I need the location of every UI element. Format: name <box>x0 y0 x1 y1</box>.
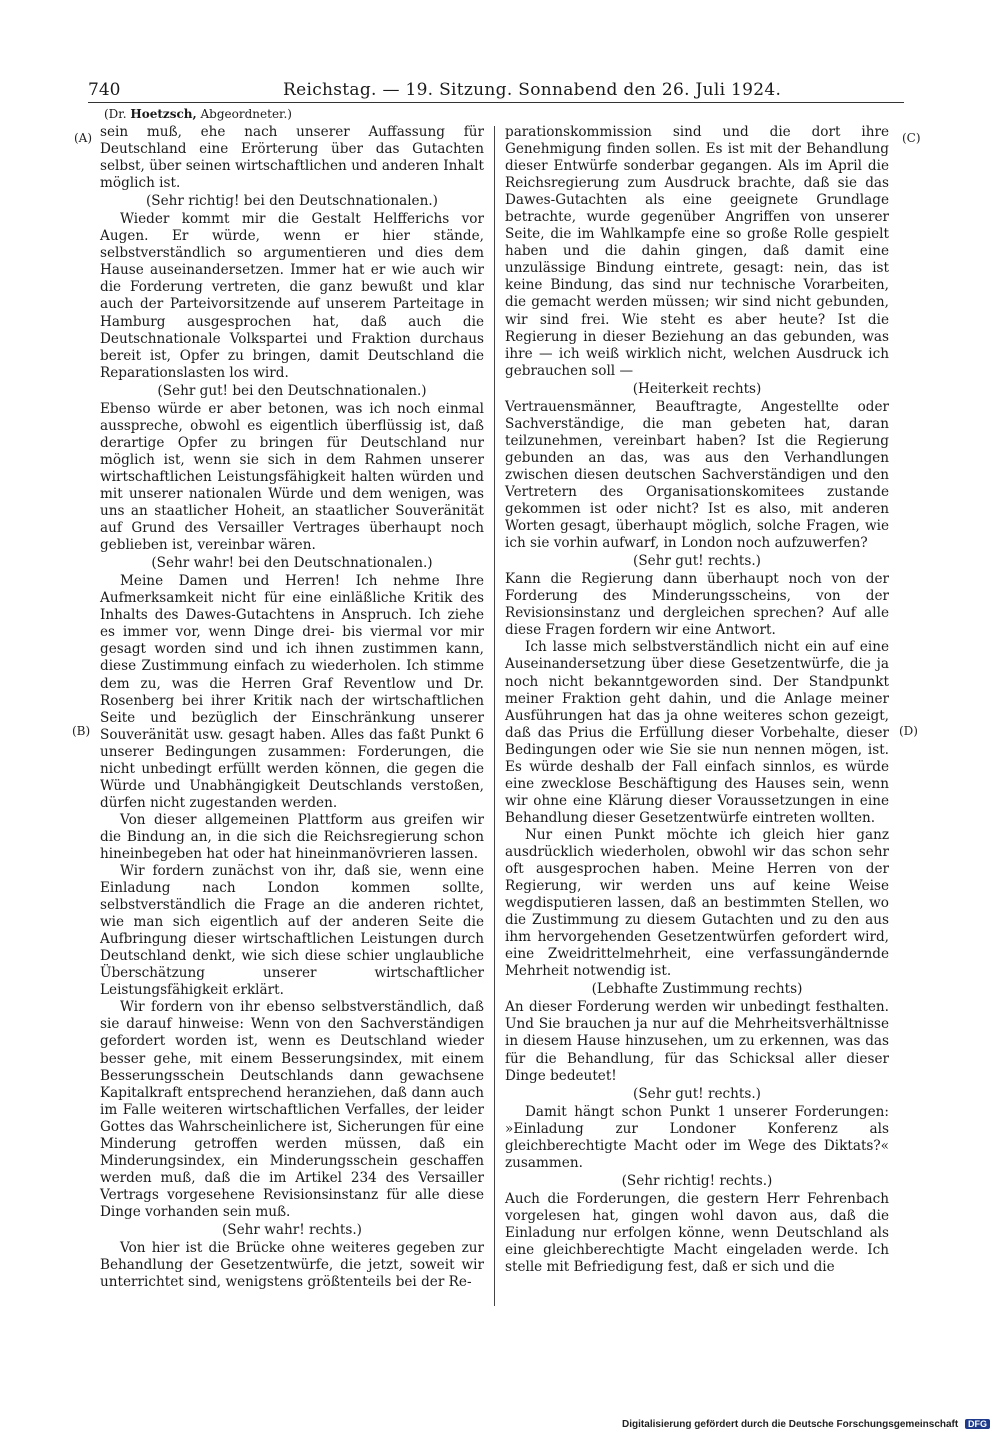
paragraph: An dieser Forderung werden wir unbedingt festhalten. Und Sie brauchen ja nur auf die Mehrheitsverhältnisse in diesem Hause hinzusehen, um zu erkennen, was das für die Behandlung, für das Schicksal aller dieser Dinge bedeutet! <box>505 999 889 1084</box>
margin-mark-a: (A) <box>74 131 93 145</box>
paragraph: Von hier ist die Brücke ohne weiteres gegeben zur Behandlung der Gesetzentwürfe, die jetzt, soweit wir unterrichtet sind, wenigstens größtenteils bei der Re- <box>100 1240 484 1291</box>
paragraph: Damit hängt schon Punkt 1 unserer Forderungen: »Einladung zur Londoner Konferenz als gleichberechtigte Macht oder im Wege des Diktats?« zusammen. <box>505 1103 889 1171</box>
interjection: (Heiterkeit rechts) <box>632 380 762 397</box>
interjection: (Sehr gut! rechts.) <box>633 553 761 570</box>
paragraph: parationskommission sind und die dort ihre Genehmigung finden sollen. Es ist mit der Behandlung dieser Entwürfe sonderbar gegangen. Als im April die Reichsregierung zum Ausdruck brachte, daß sie das Dawes-Gutachten als eine geeignete Grundlage betrachte, wurde gegenüber Angriffen von unserer Seite, die im Wahlkampfe eine so große Rolle gespielt haben und die dahin gingen, daß damit eine unzulässige Bindung eintrete, gesagt: nein, das ist keine Bindung, das sind nur technische Vorarbeiten, die gemacht werden müssen; wir sind nicht gebunden, wir sind frei. Wie steht es aber heute? Ist die Regierung in dieser Beziehung an das gebunden, was ihre — ich weiß wirklich nicht, welchen Ausdruck ich gebrauchen soll — <box>505 124 889 379</box>
paragraph: sein muß, ehe nach unserer Auffassung für Deutschland eine Erörterung über das Gutachten selbst, über seinen wirtschaftlichen und anderen Inhalt möglich ist. <box>100 124 484 192</box>
interjection: (Sehr wahr! bei den Deutschnationalen.) <box>151 555 433 572</box>
digitization-footer <box>622 1419 990 1430</box>
paragraph: Wieder kommt mir die Gestalt Helfferichs vor Augen. Er würde, wenn er hier stände, selbstverständlich so argumentieren und dies dem Hause auseinandersetzen. Immer hat er wie auch wir die Forderung vertreten, die ganz bewußt und klar auch der Parteivorsitzende auf unserem Parteitage in Hamburg ausgesprochen hat, daß auch die Deutschnationale Volkspartei und Fraktion durchaus bereit ist, Opfer zu bringen, damit Deutschland die Reparationslasten los wird. <box>100 211 484 381</box>
paragraph: Wir fordern zunächst von ihr, daß sie, wenn eine Einladung nach London kommen sollte, selbstverständlich die Frage an die anderen richtet, wie man sich eigentlich auf der anderen Seite die Aufbringung dieser wirtschaftlichen Leistungen durch Deutschland denkt, wie sich diese schier unglaubliche Überschätzung unserer wirtschaftlicher Leistungsfähigkeit erklärt. <box>100 863 484 999</box>
interjection: (Sehr richtig! bei den Deutschnationalen.) <box>146 193 438 210</box>
running-head: Reichstag. — 19. Sitzung. Sonnabend den 26. Juli 1924. <box>283 80 782 100</box>
footer-text: Digitalisierung gefördert durch die Deutsche Forschungsgemeinschaft <box>622 1419 959 1430</box>
interjection: (Lebhafte Zustimmung rechts) <box>591 981 803 998</box>
right-column <box>505 124 889 1276</box>
paragraph: Auch die Forderungen, die gestern Herr Fehrenbach vorgelesen hat, gingen wohl davon aus, daß die Einladung nur erfolgen könne, wenn Deutschland als eine gleichberechtigte Macht eingeladen werde. Ich stelle mit Befriedigung fest, daß er sich und die <box>505 1190 889 1276</box>
speaker-role: Abgeordneter.) <box>200 107 292 121</box>
paragraph: Ich lasse mich selbstverständlich nicht ein auf eine Auseinandersetzung über diese Gesetzentwürfe, die ja noch nicht bekanntgeworden sind. Der Standpunkt meiner Fraktion geht dahin, und die Anlage meiner Ausführungen hat das ja ohne weiteres schon gezeigt, daß das Prius die Erfüllung dieser Vorbehalte, dieser Bedingungen oder wie Sie sie nun nennen mögen, ist. Es würde deshalb der Fall einfach sinnlos, es würde eine zwecklose Beschäftigung des Hauses sein, wenn wir ohne eine Klärung dieser Voraussetzungen in eine Behandlung dieser Gesetzentwürfe eintreten wollten. <box>505 639 889 826</box>
paragraph: Ebenso würde er aber betonen, was ich noch einmal ausspreche, obwohl es eigentlich überflüssig ist, daß derartige Opfer zu bringen für Deutschland nur möglich ist, wenn sie sich in dem Rahmen unserer wirtschaftlichen Leistungsfähigkeit halten würden und mit unserer nationalen Würde und dem wenigen, was uns an staatlicher Hoheit, an staatlicher Souveränität auf Grund des Versailler Vertrages überhaupt noch geblieben ist, vereinbar wären. <box>100 400 484 554</box>
interjection: (Sehr gut! rechts.) <box>633 1085 761 1102</box>
interjection: (Sehr gut! bei den Deutschnationalen.) <box>157 382 427 399</box>
dfg-logo-icon: DFG <box>965 1419 990 1429</box>
paragraph: Meine Damen und Herren! Ich nehme Ihre Aufmerksamkeit nicht für eine einläßliche Kritik des Inhalts des Dawes-Gutachtens in Anspruch. Ich ziehe es immer vor, wenn Dinge drei- bis viermal vor mir gesagt worden sind und ich ihnen zustimmen kann, diese Zustimmung einfach zu wiederholen. Ich stimme dem zu, was die Herren Graf Reventlow und Dr. Rosenberg bei ihrer Kritik nach der wirtschaftlichen Seite und bezüglich der Einschränkung unserer Souveränität usw. gesagt haben. Alles das faßt Punkt 6 unserer Bedingungen zusammen: Forderungen, die nicht unbedingt erfüllt werden können, die gegen die Würde und Unabhängigkeit Deutschlands verstoßen, dürfen nicht zugestanden werden. <box>100 573 484 811</box>
page-header <box>88 80 904 103</box>
speaker-open: (Dr. <box>104 107 127 121</box>
margin-mark-c: (C) <box>902 131 921 145</box>
column-divider <box>494 126 495 1306</box>
page-number: 740 <box>88 80 121 100</box>
speaker-name: Hoetzsch, <box>130 107 197 121</box>
paragraph: Kann die Regierung dann überhaupt noch von der Forderung des Minderungsscheins, von der Revisionsinstanz und dergleichen sprechen? Auf alle diese Fragen fordern wir eine Antwort. <box>505 571 889 639</box>
speaker-attribution <box>104 107 292 121</box>
margin-mark-d: (D) <box>899 724 918 738</box>
left-column <box>100 124 484 1291</box>
paragraph: Vertrauensmänner, Beauftragte, Angestellte oder Sachverständige, die man gebeten hat, daran teilzunehmen, vereinbart haben? Ist die Regierung gebunden an das, was aus den Verhandlungen zwischen diesen deutschen Sachverständigen und den Vertretern des Organisationskomitees zustande gekommen ist oder nicht? Ist es also, mit anderen Worten gesagt, überhaupt möglich, solche Fragen, wie ich sie vorhin aufwarf, in London noch aufzuwerfen? <box>505 398 889 552</box>
interjection: (Sehr richtig! rechts.) <box>621 1172 773 1189</box>
margin-mark-b: (B) <box>72 724 91 738</box>
paragraph: Wir fordern von ihr ebenso selbstverständlich, daß sie darauf hinweise: Wenn von den Sachverständigen gefordert worden ist, wenn es Deutschland wieder besser gehe, mit einem Besserungsindex, mit einem Besserungsschein Deutschlands dann gewachsene Kapitalkraft entsprechend heranziehen, daß dann auch im Falle weiteren wirtschaftlichen Verfalles, der leider Gottes das Wahrscheinlichere ist, Sicherungen für eine Minderung getroffen werden müssen, daß ein Minderungsindex, ein Minderungsschein geschaffen werden muß, daß die im Artikel 234 des Versailler Vertrags vorgesehene Revisionsinstanz für alle diese Dinge vorhanden sein muß. <box>100 999 484 1220</box>
paragraph: Von dieser allgemeinen Plattform aus greifen wir die Bindung an, in die sich die Reichsregierung schon hineinbegeben hat oder hat hineinmanövrieren lassen. <box>100 811 484 862</box>
paragraph: Nur einen Punkt möchte ich gleich hier ganz ausdrücklich wiederholen, obwohl wir das schon sehr oft ausgesprochen haben. Meine Herren von der Regierung, wir werden uns auf keine Weise wegdisputieren lassen, daß an bestimmten Stellen, wo die Zustimmung zu diesem Gutachten und zu den aus ihm hervorgehenden Gesetzentwürfen gefordert wird, eine Zweidrittelmehrheit, eine verfassungändernde Mehrheit notwendig ist. <box>505 826 889 980</box>
interjection: (Sehr wahr! rechts.) <box>222 1222 362 1238</box>
